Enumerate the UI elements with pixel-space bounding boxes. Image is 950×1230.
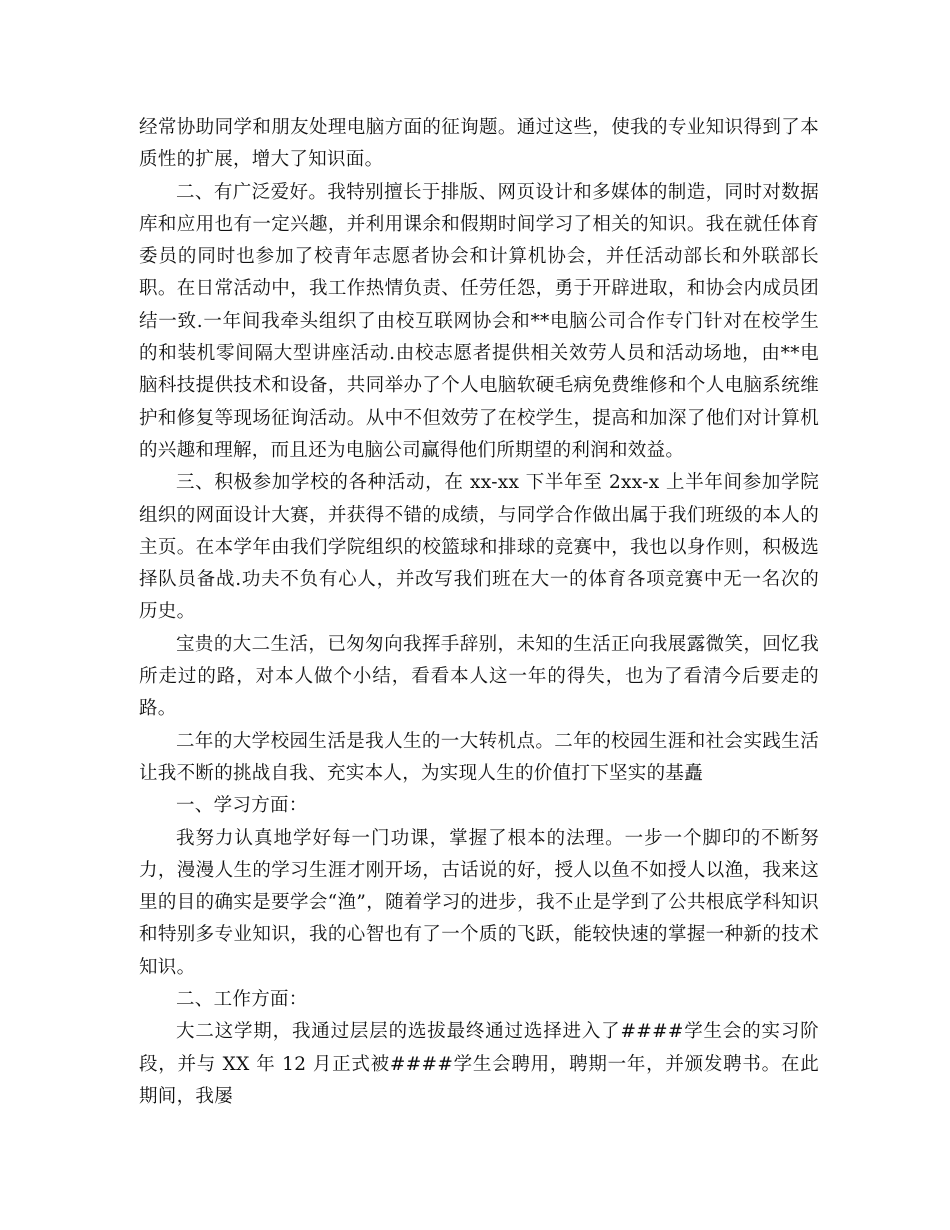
paragraph-4: 宝贵的大二生活，已匆匆向我挥手辞别，未知的生活正向我展露微笑，回忆我所走过的路，对本人做个小结，看看本人这一年的得失，也为了看清今后要走的路。 <box>139 633 819 720</box>
section-heading-study: 一、学习方面： <box>176 795 308 817</box>
paragraph-5: 二年的大学校园生活是我人生的一大转机点。二年的校园生涯和社会实践生活让我不断的挑战自我、充实本人，为实现人生的价值打下坚实的基矗 <box>139 730 819 784</box>
section-heading-work: 二、工作方面： <box>176 989 308 1011</box>
paragraph-9: 大二这学期，我通过层层的选拔最终通过选择进入了####学生会的实习阶段，并与 XX 年 12 月正式被####学生会聘用，聘期一年，并颁发聘书。在此期间，我屡 <box>139 1021 819 1107</box>
document-body <box>139 112 819 1113</box>
paragraph-1: 经常协助同学和朋友处理电脑方面的征询题。通过这些，使我的专业知识得到了本质性的扩展，增大了知识面。 <box>139 117 819 171</box>
paragraph-3: 三、积极参加学校的各种活动，在 xx-xx 下半年至 2xx-x 上半年间参加学院组织的网面设计大赛，并获得不错的成绩，与同学合作做出属于我们班级的本人的主页。在本学年由我们学院组织的校篮球和排球的竞赛中，我也以身作则，积极选择队员备战.功夫不负有心人，并改写我们班在大一的体育各项竞赛中无一名次的历史。 <box>139 472 819 623</box>
paragraph-2: 二、有广泛爱好。我特别擅长于排版、网页设计和多媒体的制造，同时对数据库和应用也有一定兴趣，并利用课余和假期时间学习了相关的知识。我在就任体育委员的同时也参加了校青年志愿者协会和计算机协会，并任活动部长和外联部长职。在日常活动中，我工作热情负责、任劳任怨，勇于开辟进取，和协会内成员团结一致.一年间我牵头组织了由校互联网协会和**电脑公司合作专门针对在校学生的和装机零间隔大型讲座活动.由校志愿者提供相关效劳人员和活动场地，由**电脑科技提供技术和设备，共同举办了个人电脑软硬毛病免费维修和个人电脑系统维护和修复等现场征询活动。从中不但效劳了在校学生，提高和加深了他们对计算机的兴趣和理解，而且还为电脑公司赢得他们所期望的利润和效益。 <box>139 181 819 461</box>
paragraph-7: 我努力认真地学好每一门功课，掌握了根本的法理。一步一个脚印的不断努力，漫漫人生的学习生涯才刚开场，古话说的好，授人以鱼不如授人以渔，我来这里的目的确实是要学会“渔”，随着学习的进步，我不止是学到了公共根底学科知识和特别多专业知识，我的心智也有了一个质的飞跃，能较快速的掌握一种新的技术知识。 <box>139 827 819 978</box>
